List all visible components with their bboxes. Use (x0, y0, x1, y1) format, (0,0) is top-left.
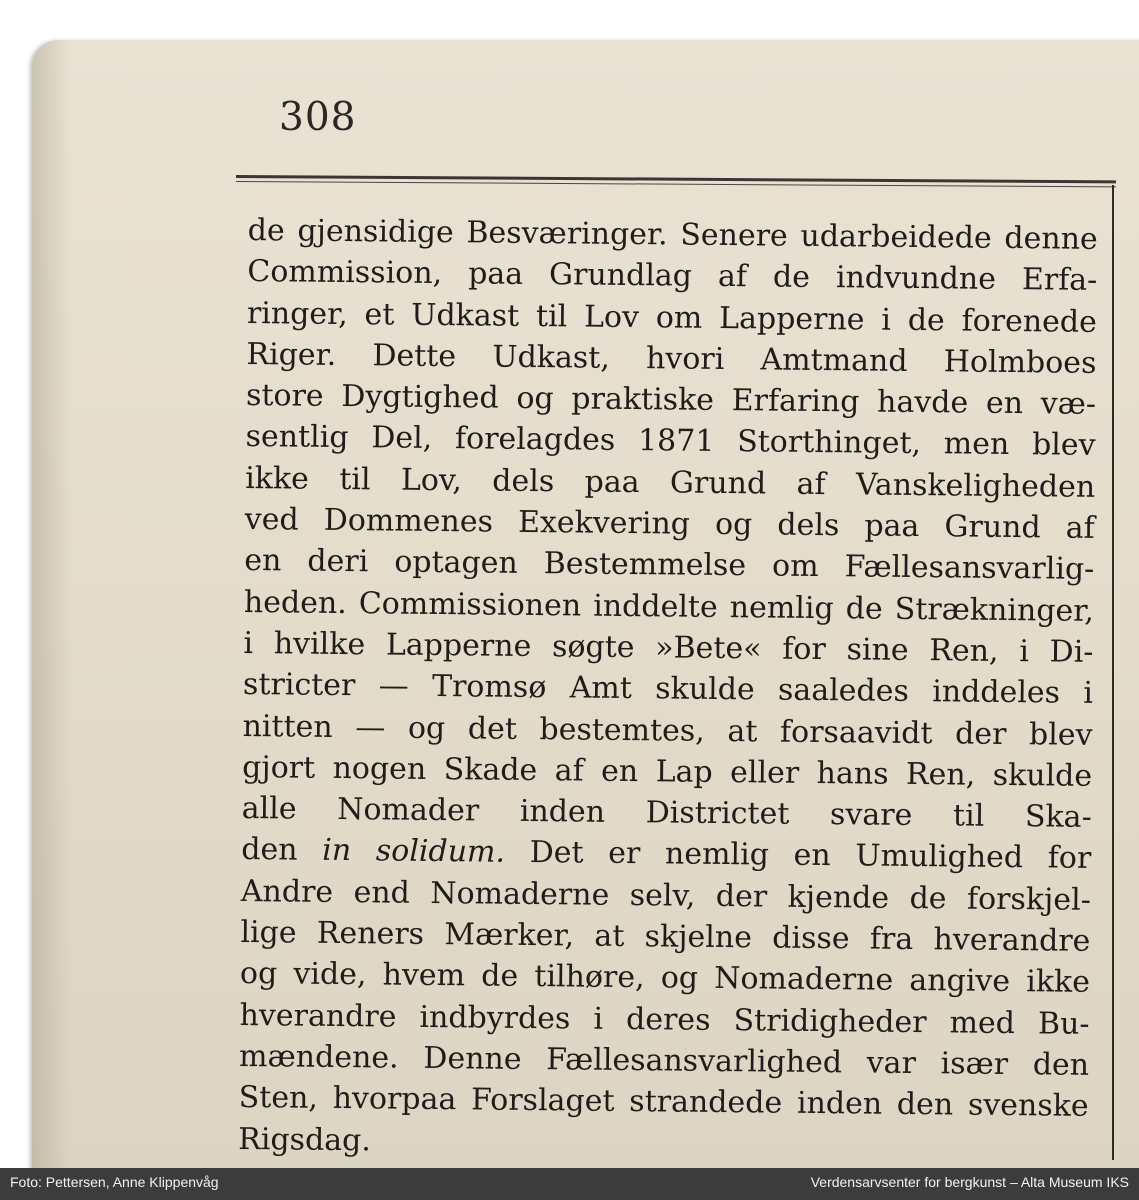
text-line: Sten, hvorpaa Forslaget strandede inden den svenske (238, 1080, 1089, 1125)
text-line: en deri optagen Bestemmelse om Fællesansvarlig- (244, 543, 1095, 588)
text-line: Rigsdag. (238, 1121, 372, 1158)
text-line: i hvilke Lapperne søgte »Bete« for sine Ren, i Di- (243, 625, 1094, 670)
text-line: Riger. Dette Udkast, hvori Amtmand Holmboes (246, 336, 1097, 381)
text-line: hverandre indbyrdes i deres Stridigheder med Bu- (239, 997, 1090, 1042)
text-line: lige Reners Mærker, at skjelne disse fra hverandre (240, 915, 1091, 959)
text-line: sentlig Del, forelagdes 1871 Storthinget, men blev (245, 419, 1096, 464)
text-line: stricter — Tromsø Amt skulde saaledes inddeles i (242, 667, 1094, 712)
text-line: ved Dommenes Exekvering og dels paa Grund af (244, 502, 1095, 546)
italic-phrase: in solidum. (322, 833, 506, 871)
column-rule (1112, 185, 1114, 1160)
text-line: den in solidum. Det er nemlig en Umulighed for (241, 832, 1092, 877)
text-line: nitten — og det bestemtes, at forsaavidt der blev (242, 708, 1093, 753)
text-line: heden. Commissionen inddelte nemlig de Strækninger, (243, 584, 1095, 629)
body-text (238, 210, 1098, 1169)
text-line: ringer, et Udkast til Lov om Lapperne i de forenede (246, 295, 1098, 340)
text-line: Commission, paa Grundlag af de indvundne Erfa- (247, 254, 1098, 299)
text-line: store Dygtighed og praktiske Erfaring havde en væ- (245, 378, 1097, 423)
page-number: 308 (279, 95, 357, 140)
institution-credit: Verdensarvsenter for bergkunst – Alta Museum IKS (810, 1174, 1129, 1190)
photo-credit: Foto: Pettersen, Anne Klippenvåg (10, 1174, 219, 1190)
text-line: Andre end Nomaderne selv, der kjende de forskjel- (240, 873, 1092, 918)
text-line: de gjensidige Besværinger. Senere udarbeidede denne (247, 212, 1098, 257)
text-line: og vide, hvem de tilhøre, og Nomaderne angive ikke (239, 956, 1091, 1001)
text-line: alle Nomader inden Districtet svare til Ska- (241, 791, 1092, 836)
text-line: gjort nogen Skade af en Lap eller hans Ren, skulde (241, 749, 1093, 794)
text-line: ikke til Lov, dels paa Grund af Vanskeligheden (245, 460, 1096, 505)
text-line: mændene. Denne Fællesansvarlighed var især den (238, 1038, 1090, 1083)
